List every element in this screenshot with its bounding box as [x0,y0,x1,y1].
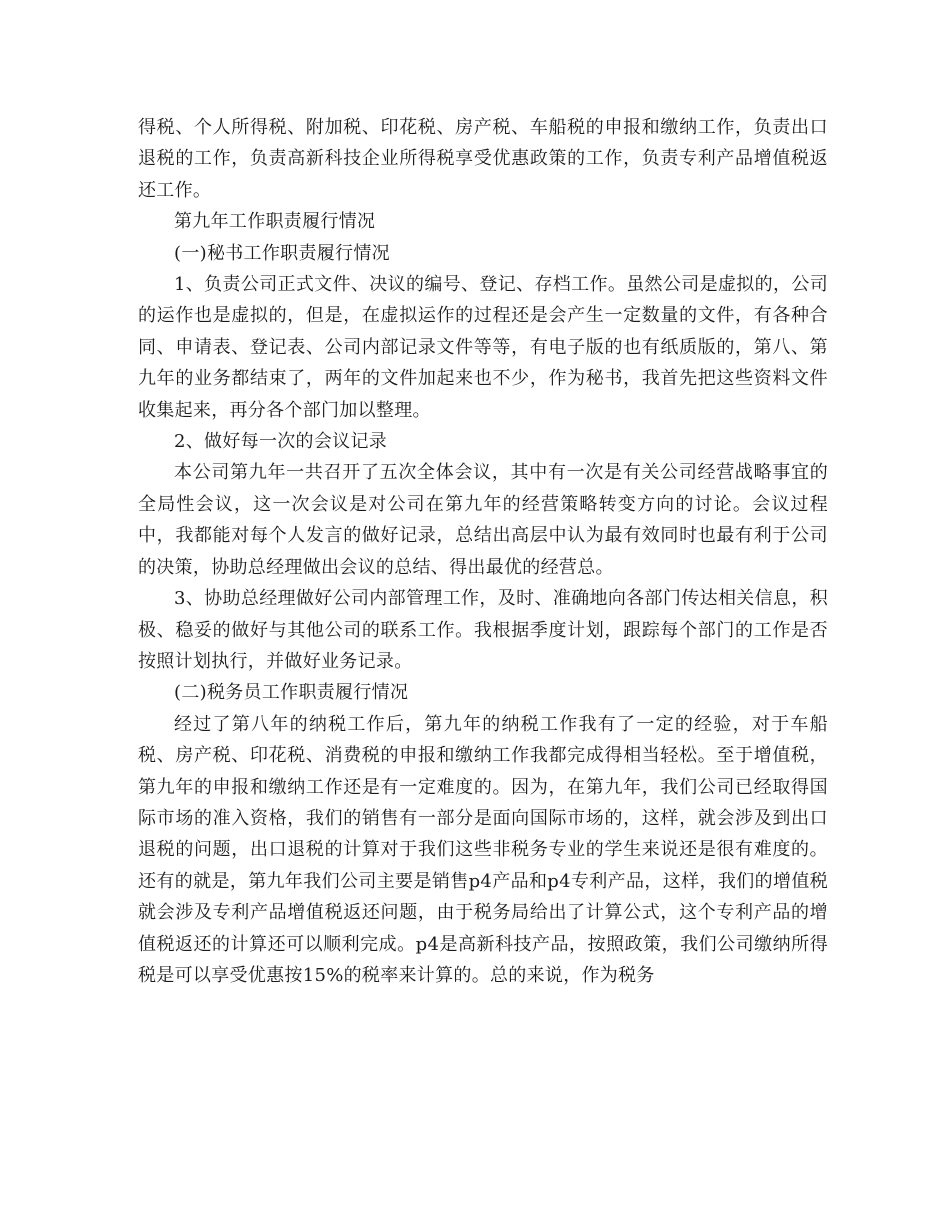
paragraph-item-1: 1、负责公司正式文件、决议的编号、登记、存档工作。虽然公司是虚拟的，公司的运作也是虚拟的，但是，在虚拟运作的过程还是会产生一定数量的文件，有各种合同、申请表、登记表、公司内部记录文件等等，有电子版的也有纸质版的，第八、第九年的业务都结束了，两年的文件加起来也不少，作为秘书，我首先把这些资料文件收集起来，再分各个部门加以整理。 [138,274,828,421]
paragraph-meetings: 本公司第九年一共召开了五次全体会议，其中有一次是有关公司经营战略事宜的全局性会议，这一次会议是对公司在第九年的经营策略转变方向的讨论。会议过程中，我都能对每个人发言的做好记录，总结出高层中认为最有效同时也最有利于公司的决策，协助总经理做出会议的总结、得出最优的经营总。 [138,462,828,578]
section-heading-year-nine: 第九年工作职责履行情况 [174,211,376,233]
subsection-heading-secretary: (一)秘书工作职责履行情况 [174,242,390,264]
document-page [138,112,828,991]
subsection-heading-tax: (二)税务员工作职责履行情况 [174,682,409,704]
paragraph-item-3: 3、协助总经理做好公司内部管理工作，及时、准确地向各部门传达相关信息，积极、稳妥的做好与其他公司的联系工作。我根据季度计划，跟踪每个部门的工作是否按照计划执行，并做好业务记录。 [138,588,828,672]
paragraph-tax-work: 经过了第八年的纳税工作后，第九年的纳税工作我有了一定的经验，对于车船税、房产税、印花税、消费税的申报和缴纳工作我都完成得相当轻松。至于增值税，第九年的申报和缴纳工作还是有一定难度的。因为，在第九年，我们公司已经取得国际市场的准入资格，我们的销售有一部分是面向国际市场的，这样，就会涉及到出口退税的问题，出口退税的计算对于我们这些非税务专业的学生来说还是很有难度的。还有的就是，第九年我们公司主要是销售p4产品和p4专利产品，这样，我们的增值税就会涉及专利产品增值税返还问题，由于税务局给出了计算公式，这个专利产品的增值税返还的计算还可以顺利完成。p4是高新科技产品，按照政策，我们公司缴纳所得税是可以享受优惠按15%的税率来计算的。总的来说，作为税务 [138,713,828,986]
paragraph-continuation: 得税、个人所得税、附加税、印花税、房产税、车船税的申报和缴纳工作，负责出口退税的工作，负责高新科技企业所得税享受优惠政策的工作，负责专利产品增值税返还工作。 [138,117,828,201]
paragraph-item-2-heading: 2、做好每一次的会议记录 [174,431,388,453]
